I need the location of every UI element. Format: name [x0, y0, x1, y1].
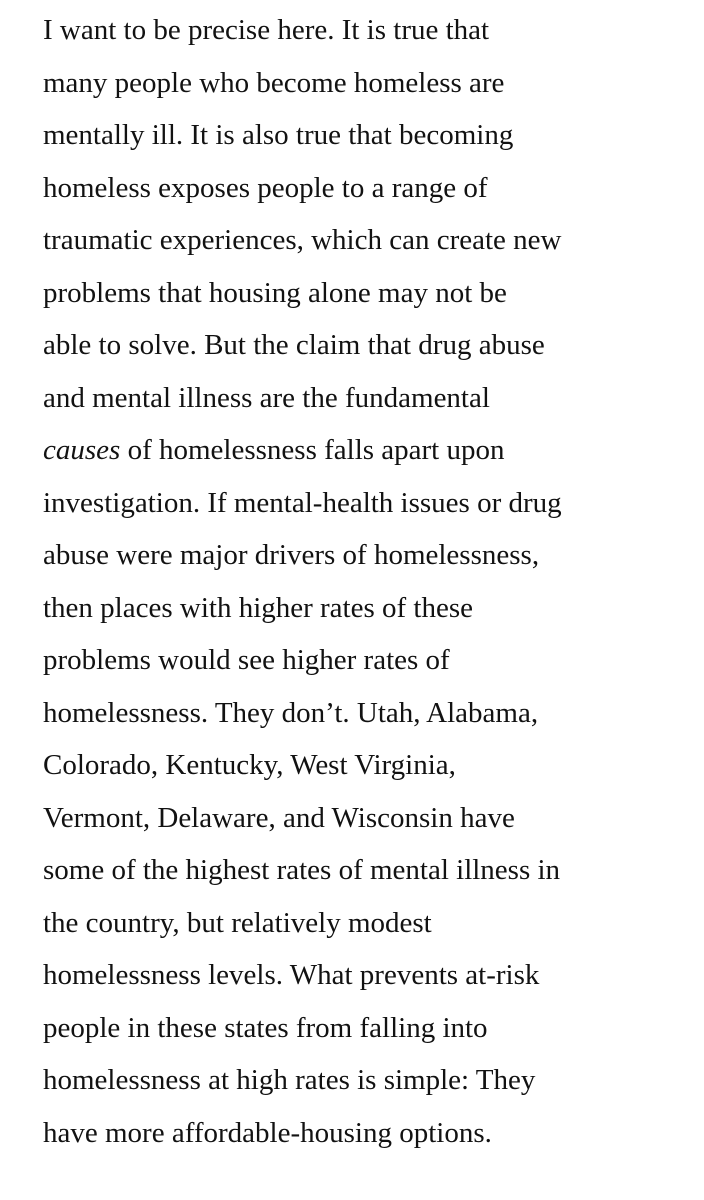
text-line-20: people in these states from falling into	[43, 1011, 488, 1044]
text-line-15: Colorado, Kentucky, West Virginia,	[43, 749, 456, 781]
text-line-5: traumatic experiences, which can create new	[43, 224, 562, 256]
text-line-8: and mental illness are the fundamental	[43, 381, 490, 414]
text-line-9	[43, 430, 703, 483]
text-line-7: able to solve. But the claim that drug abuse	[43, 329, 545, 361]
text-line-17: some of the highest rates of mental illness in	[43, 854, 561, 886]
text-line-21: homelessness at high rates is simple: They	[43, 1064, 536, 1096]
text-line-2: many people who become homeless are	[43, 66, 505, 99]
text-line-6: problems that housing alone may not be	[43, 276, 507, 309]
text-line-1: I want to be precise here. It is true that	[43, 14, 490, 46]
text-line-19: homelessness levels. What prevents at-risk	[43, 959, 540, 991]
text-line-4: homeless exposes people to a range of	[43, 171, 488, 204]
text-line-13: problems would see higher rates of	[43, 644, 450, 676]
article-paragraph	[43, 10, 703, 1165]
text-line-18: the country, but relatively modest	[43, 906, 432, 939]
text-line-9-rest: of homelessness falls apart upon	[120, 434, 505, 466]
text-line-12: then places with higher rates of these	[43, 591, 474, 624]
text-line-3: mentally ill. It is also true that becoming	[43, 119, 514, 151]
text-line-16: Vermont, Delaware, and Wisconsin have	[43, 801, 515, 834]
italic-emphasis: causes	[43, 434, 121, 466]
text-line-11: abuse were major drivers of homelessness,	[43, 539, 540, 571]
text-line-14: homelessness. They don’t. Utah, Alabama,	[43, 696, 539, 729]
text-line-22: have more affordable-housing options.	[43, 1116, 492, 1149]
text-line-10: investigation. If mental-health issues or drug	[43, 486, 562, 519]
